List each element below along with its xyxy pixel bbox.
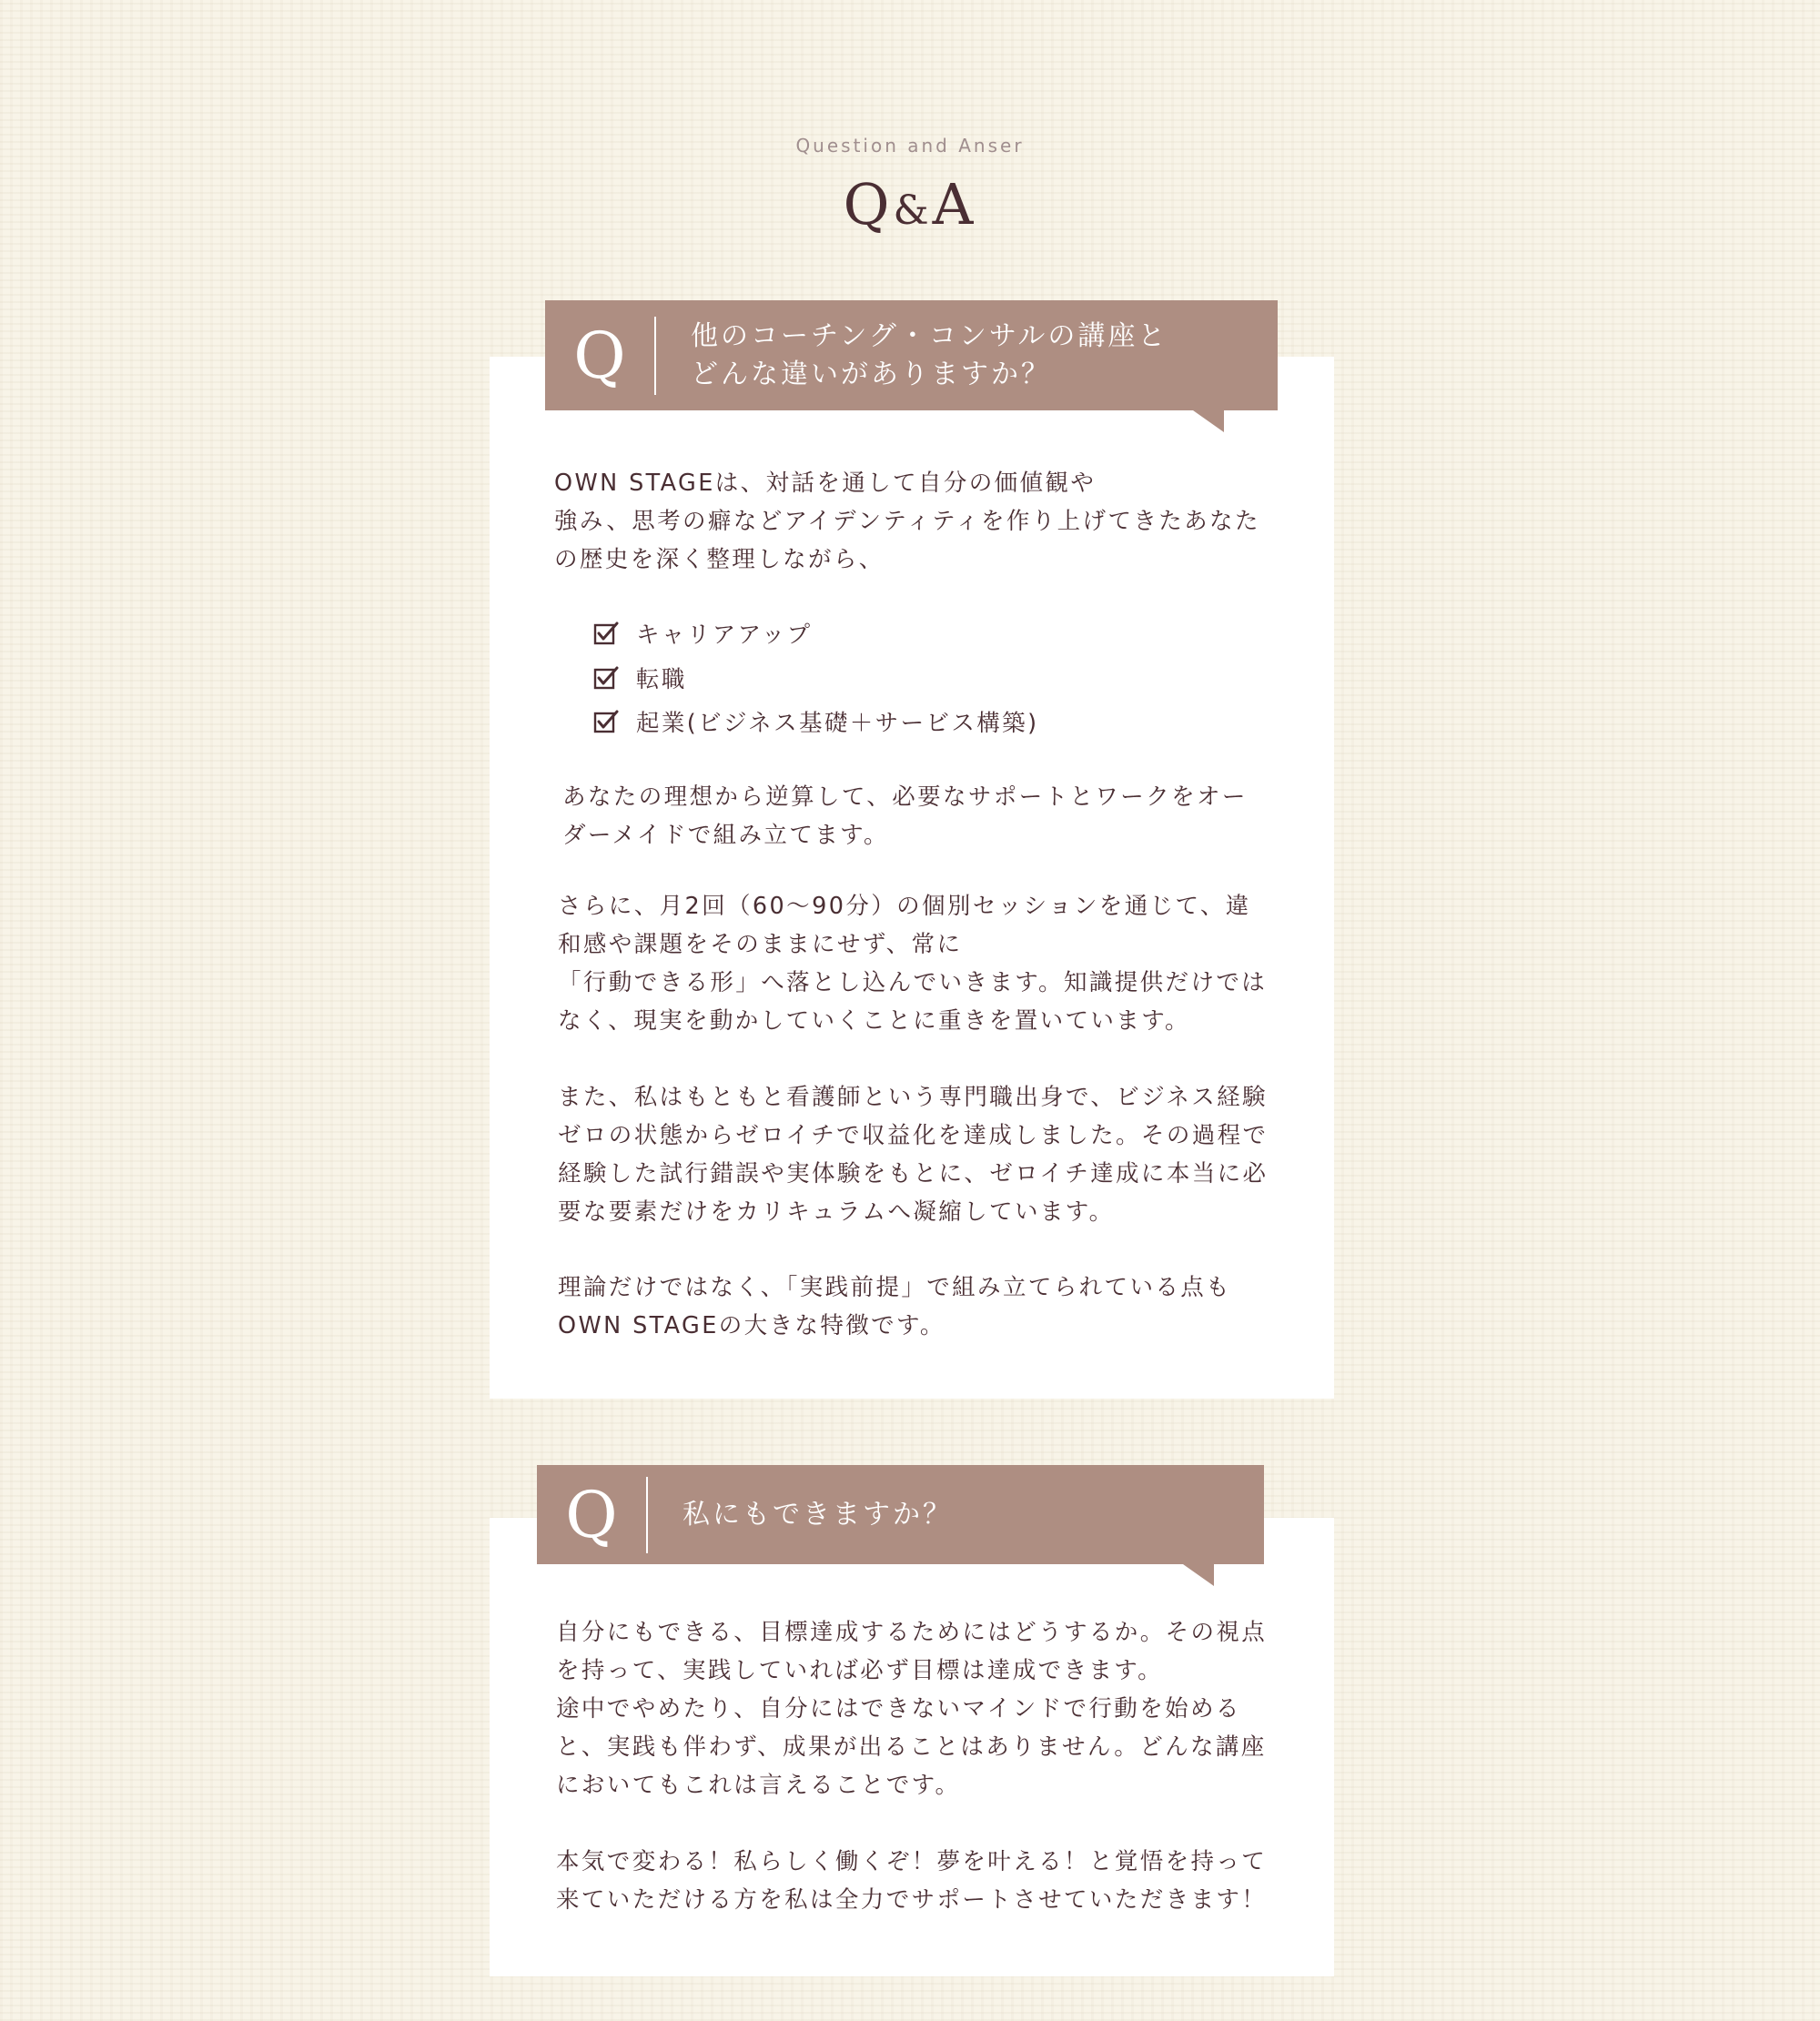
checkbox-checked-icon [592, 620, 620, 647]
checkbox-checked-icon [592, 708, 620, 735]
answer-paragraph-2-2: 本気で変わる！私らしく働くぞ！夢を叶える！と覚悟を持って 来ていただける方を私は全力でサポートさせていただきます！ [556, 1848, 1268, 1914]
checklist-item [592, 611, 1038, 656]
answer-paragraph-1-1: あなたの理想から逆算して、必要なサポートとワークをオー ダーメイドで組み立てます。 [562, 783, 1248, 849]
answer-paragraph-1-2: さらに、月2回（60〜90分）の個別セッションを通じて、違 和感や課題をそのままにせず、常に 「行動できる形」へ落とし込んでいきます。知識提供だけでは なく、現実を動かしていくことに重きを置いています。 [558, 893, 1268, 1035]
question-text-1: 他のコーチング・コンサルの講座と どんな違いがありますか？ [691, 319, 1168, 390]
title-a: A [932, 171, 977, 237]
checklist-label: キャリアアップ [636, 621, 813, 650]
question-mark-1: Q [573, 318, 626, 393]
checkbox-checked-icon [592, 664, 620, 692]
faq-question-bar-1 [545, 300, 1278, 410]
answer-paragraph-2-1: 自分にもできる、目標達成するためにはどうするか。その視点 を持って、実践していれば必ず目標は達成できます。 途中でやめたり、自分にはできないマインドで行動を始める と、実践も伴わず、成果が出ることはありません。どんな講座 においてもこれは言えることです。 [556, 1619, 1268, 1799]
speech-tail-1 [1193, 410, 1224, 432]
checklist-label: 転職 [636, 665, 687, 693]
checklist [592, 611, 1038, 744]
answer-paragraph-1-3: また、私はもともと看護師という専門職出身で、ビジネス経験 ゼロの状態からゼロイチで収益化を達成しました。その過程で 経験した試行錯誤や実体験をもとに、ゼロイチ達成に本当に必 要な要素だけをカリキュラムへ凝縮しています。 [558, 1084, 1269, 1226]
title-q: Q [843, 171, 894, 237]
checklist-item [592, 700, 1038, 744]
checklist-label: 起業(ビジネス基礎＋サービス構築) [636, 710, 1039, 738]
answer-paragraph-1-4: 理論だけではなく、「実践前提」で組み立てられている点も OWN STAGEの大きな特徴です。 [558, 1274, 1232, 1339]
question-text-2: 私にもできますか？ [682, 1498, 953, 1531]
checklist-item [592, 656, 1038, 701]
question-mark-2: Q [565, 1477, 618, 1552]
title-amp: & [893, 187, 933, 234]
answer-intro-1: OWN STAGEは、対話を通して自分の価値観や 強み、思考の癖などアイデンティティを作り上げてきたあなた の歴史を深く整理しながら、 [554, 470, 1260, 573]
question-divider-1 [654, 317, 656, 395]
section-eyebrow: Question and Anser [795, 135, 1025, 157]
section-title [0, 171, 1820, 237]
faq-question-bar-2 [537, 1465, 1264, 1564]
question-divider-2 [646, 1477, 648, 1553]
speech-tail-2 [1183, 1564, 1214, 1586]
